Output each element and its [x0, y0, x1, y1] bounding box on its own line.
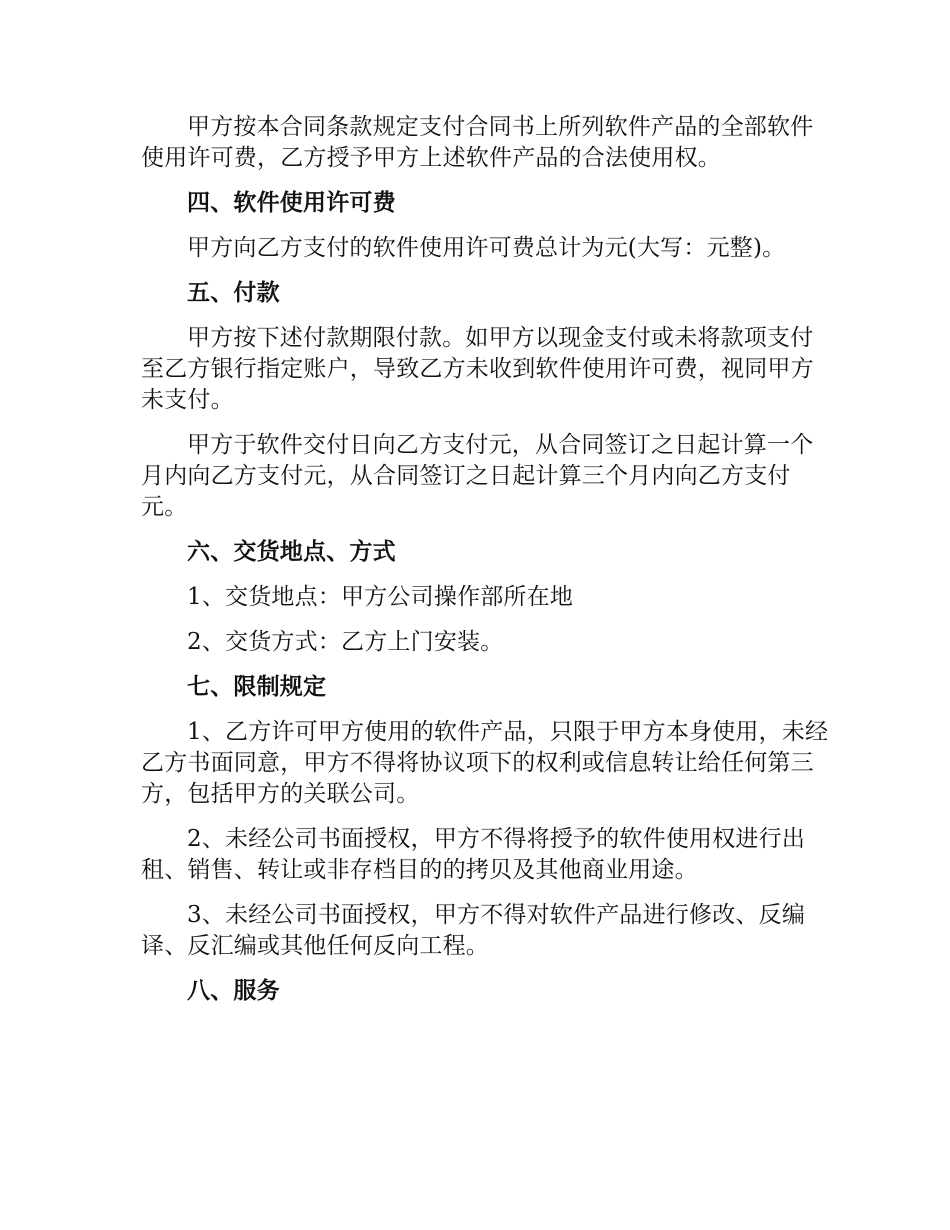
- section-heading-delivery: 六、交货地点、方式: [187, 539, 396, 565]
- paragraph-restriction-1: 1、乙方许可甲方使用的软件产品，只限于甲方本身使用，未经乙方书面同意，甲方不得将协议项下的权利或信息转让给任何第三方，包括甲方的关联公司。: [141, 719, 829, 807]
- section-heading-restrictions: 七、限制规定: [187, 674, 327, 700]
- document-body: [141, 112, 831, 1021]
- paragraph-restriction-3: 3、未经公司书面授权，甲方不得对软件产品进行修改、反编译、反汇编或其他任何反向工程。: [141, 902, 806, 959]
- list-item-delivery-location: 1、交货地点：甲方公司操作部所在地: [187, 584, 574, 610]
- section-heading-service: 八、服务: [187, 978, 280, 1004]
- section-heading-payment: 五、付款: [187, 280, 280, 306]
- paragraph-license-fee-total: 甲方向乙方支付的软件使用许可费总计为元(大写：元整)。: [187, 235, 786, 261]
- paragraph-restriction-2: 2、未经公司书面授权，甲方不得将授予的软件使用权进行出租、销售、转让或非存档目的的拷贝及其他商业用途。: [141, 826, 806, 883]
- section-heading-license-fee: 四、软件使用许可费: [187, 190, 396, 216]
- paragraph-license-grant: 甲方按本合同条款规定支付合同书上所列软件产品的全部软件使用许可费，乙方授予甲方上述软件产品的合法使用权。: [141, 114, 814, 171]
- list-item-delivery-method: 2、交货方式：乙方上门安装。: [187, 629, 504, 655]
- paragraph-payment-schedule: 甲方于软件交付日向乙方支付元，从合同签订之日起计算一个月内向乙方支付元，从合同签订之日起计算三个月内向乙方支付元。: [141, 432, 814, 520]
- paragraph-payment-terms: 甲方按下述付款期限付款。如甲方以现金支付或未将款项支付至乙方银行指定账户，导致乙方未收到软件使用许可费，视同甲方未支付。: [141, 325, 814, 413]
